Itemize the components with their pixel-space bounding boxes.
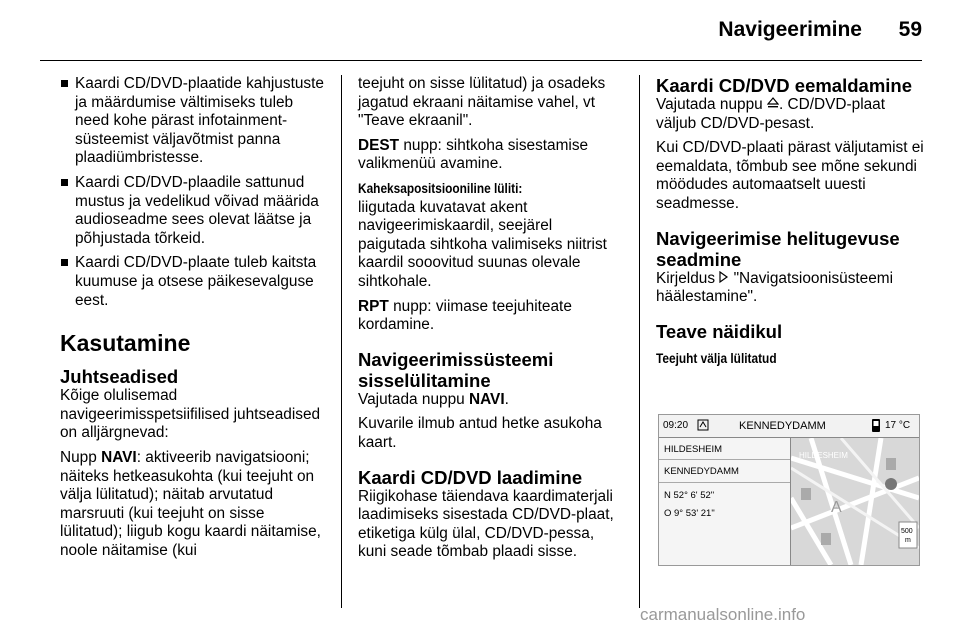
page-number: 59 <box>898 18 922 41</box>
nav-screen-illustration <box>656 386 920 592</box>
divider <box>659 459 790 460</box>
header-rule <box>40 60 922 61</box>
watermark: carmanualsonline.info <box>640 605 806 624</box>
eject-icon <box>767 96 779 115</box>
subheading-load-disc: Kaardi CD/DVD laadimine <box>358 466 583 488</box>
latitude: N 52° 6' 52" <box>664 490 715 501</box>
navi-description: Nupp NAVI: aktiveerib navigatsiooni; näiteks hetkeasukohta (kui teejuht on välja lülitatud); näitab arvutatud marsruuti (kui teejuht on sisse lülitatud); liigub kogu kaardi näitamise, noole näitamise (kui <box>60 448 321 559</box>
current-street: KENNEDYDAMM <box>739 420 826 432</box>
city-name: HILDESHEIM <box>664 444 723 455</box>
divider <box>659 482 790 483</box>
rpt-description: RPT nupp: viimase teejuhiteate kordamine. <box>358 297 572 334</box>
navi-description-cont: teejuht on sisse lülitatud) ja osadeks jagatud ekraani näitamise vahel, vt "Teave ekraanil". <box>358 75 606 130</box>
column-2 <box>358 75 624 568</box>
load-disc-text: Riigikohase täiendava kaardimaterjali laadimiseks sisestada CD/DVD-plaat, etiketiga külg ülal, CD/DVD-pessa, kuni seade tõmbab plaadi sisse. <box>358 487 614 561</box>
map-graphic <box>791 438 919 565</box>
column-divider-1 <box>341 75 342 608</box>
column-1 <box>60 75 328 566</box>
temperature: 17 °C <box>885 420 911 431</box>
subheading-guidance-off: Teejuht välja lülitatud <box>656 350 777 366</box>
subheading-remove-disc: Kaardi CD/DVD eemaldamine <box>656 75 913 96</box>
column-3 <box>656 75 928 368</box>
subheading-display: Teave näidikul <box>656 320 783 342</box>
switch-on-result: Kuvarile ilmub antud hetke asukoha kaart. <box>358 415 602 451</box>
bullet-item: Kaardi CD/DVD-plaate tuleb kaitsta kuumuse ja otsese päikesevalguse eest. <box>60 254 328 310</box>
subheading-controls: Juhtseadised <box>60 366 179 388</box>
remove-instruction: Vajutada nuppu . CD/DVD-plaat väljub CD/DVD-pesast. <box>656 96 886 132</box>
position-marker: A <box>831 499 842 516</box>
dest-description: DEST nupp: sihtkoha sisestamise valikmenüü avamine. <box>358 136 589 173</box>
volume-reference: Kirjeldus "Navigatsioonisüsteemi häälestamine". <box>656 269 894 306</box>
eight-way-description: Kaheksapositsiooniline lüliti: liigutada kuvatavat akent navigeerimiskaardil, seejärel paigutada sihtkoha valimiseks niitrist kaardil sooovitud suunas olevale sihtkohale. <box>358 180 607 290</box>
arrow-icon <box>719 270 729 289</box>
phone-icon <box>871 419 881 435</box>
subheading-volume: Navigeerimise helitugevuse seadmine <box>656 227 900 270</box>
clock: 09:20 <box>663 420 689 431</box>
bullet-item: Kaardi CD/DVD-plaatide kahjustuste ja määrdumise vältimiseks tuleb need kohe pärast infotainment-süsteemist väljavõtmist panna plaadiümbristesse. <box>60 75 328 168</box>
page-header <box>0 0 960 62</box>
nav-mode-icon <box>697 419 709 434</box>
switch-on-instruction: Vajutada nuppu NAVI. <box>358 390 509 408</box>
position-panel <box>659 438 791 565</box>
controls-intro: Kõige olulisemad navigeerimisspetsiifilised juhtseadised on alljärgnevad: <box>60 387 321 442</box>
street-name: KENNEDYDAMM <box>664 466 739 477</box>
remove-note: Kui CD/DVD-plaati pärast väljutamist ei eemaldata, tõmbub see mõne sekundi möödudes automaatselt uuesti seadmesse. <box>656 139 924 212</box>
bullet-item: Kaardi CD/DVD-plaadile sattunud mustus ja vedelikud võivad määrida audioseadme sees olevat läätse ja põhjustada tõrkeid. <box>60 174 328 248</box>
map-scale: 500 <box>901 528 913 535</box>
column-divider-2 <box>639 75 640 608</box>
subheading-switch-on: Navigeerimissüsteemi sisselülitamine <box>358 348 554 391</box>
page-title: Navigeerimine <box>718 18 862 41</box>
map-city-label: HILDESHEIM <box>799 451 848 460</box>
longitude: O 9° 53' 21" <box>664 508 715 519</box>
map-scale-unit: m <box>905 537 911 544</box>
section-heading-usage: Kasutamine <box>60 330 191 357</box>
nav-display <box>658 414 920 566</box>
map-view <box>791 438 919 565</box>
status-bar <box>659 415 919 438</box>
